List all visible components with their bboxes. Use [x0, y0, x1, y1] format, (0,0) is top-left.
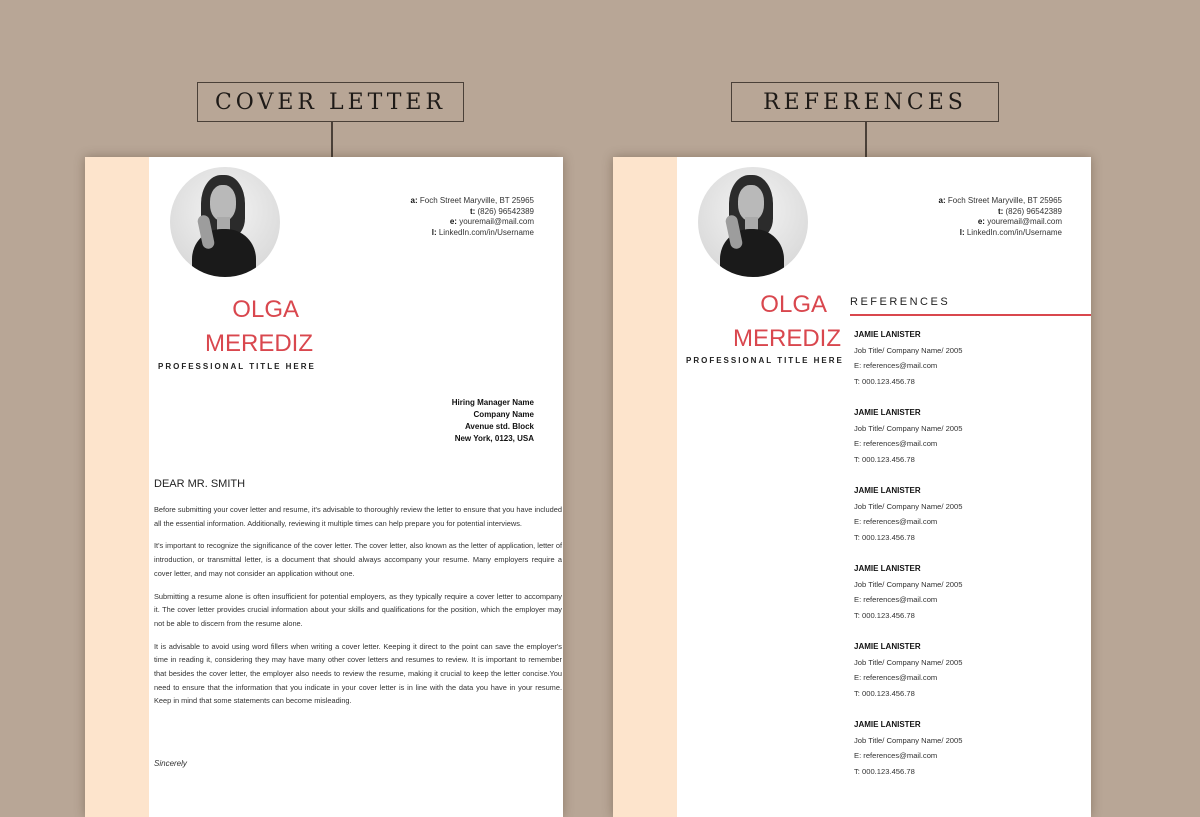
letter-paragraph: It's important to recognize the significance of the cover letter. The cover letter, also known as the letter of application, letter of introduction, or transmittal letter, is a document that should always accompany your resume. Many employers require a cover letter, and may not consider an application without one. — [154, 541, 562, 578]
salutation: DEAR MR. SMITH — [154, 478, 246, 490]
contact-block — [411, 196, 534, 238]
recipient-name: Hiring Manager Name — [451, 398, 534, 407]
cover-letter-label-connector — [331, 122, 333, 157]
contact-address: a: Foch Street Maryville, BT 25965 — [938, 196, 1062, 205]
reference-entry — [854, 327, 1084, 405]
references-list — [854, 327, 1084, 795]
side-stripe — [613, 157, 677, 817]
reference-job: Job Title/ Company Name/ 2005 — [854, 735, 963, 745]
letter-paragraph: It is advisable to avoid using word fillers when writing a cover letter. Keeping it direct to the point can save the employer's time in reading it, considering they may have many other cover letters and resumes to review. It is important to remember that besides the cover letter, the employer also needs to review the resume, making it crucial to keep the letter concise.You need to ensure that the information that you indicate in your cover letter is in line with the data you have in your resume. Keep in mind that some statements can become misleading. — [154, 641, 562, 706]
professional-title: PROFESSIONAL TITLE HERE — [158, 362, 316, 371]
letter-paragraph: Before submitting your cover letter and resume, it's advisable to thoroughly review the letter to ensure that you have included all the essential information. Additionally, reviewing it multiple times can help prepare you for potential interviews. — [154, 505, 562, 528]
professional-title: PROFESSIONAL TITLE HERE — [686, 356, 844, 365]
contact-block — [939, 196, 1062, 238]
cover-letter-page — [85, 157, 563, 817]
reference-phone: T: 000.123.456.78 — [854, 532, 915, 542]
reference-job: Job Title/ Company Name/ 2005 — [854, 501, 963, 511]
recipient-city: New York, 0123, USA — [454, 434, 534, 443]
profile-photo — [698, 167, 808, 277]
reference-phone: T: 000.123.456.78 — [854, 454, 915, 464]
contact-email: e: youremail@mail.com — [449, 217, 534, 226]
side-stripe — [85, 157, 149, 817]
reference-job: Job Title/ Company Name/ 2005 — [854, 345, 963, 355]
reference-name: JAMIE LANISTER — [854, 642, 921, 651]
first-name: OLGA — [232, 296, 299, 323]
reference-email: E: references@mail.com — [854, 595, 938, 604]
recipient-company: Company Name — [473, 410, 534, 419]
reference-job: Job Title/ Company Name/ 2005 — [854, 579, 963, 589]
last-name: MEREDIZ — [205, 330, 313, 357]
reference-job: Job Title/ Company Name/ 2005 — [854, 657, 963, 667]
contact-email: e: youremail@mail.com — [977, 217, 1062, 226]
reference-phone: T: 000.123.456.78 — [854, 766, 915, 776]
contact-linkedin: l: LinkedIn.com/in/Username — [431, 227, 534, 237]
references-page — [613, 157, 1091, 817]
contact-phone: t: (826) 96542389 — [469, 206, 534, 216]
reference-entry — [854, 717, 1084, 795]
reference-phone: T: 000.123.456.78 — [854, 610, 915, 620]
reference-entry — [854, 561, 1084, 639]
letter-body — [154, 503, 562, 717]
recipient-block — [452, 397, 534, 445]
reference-entry — [854, 483, 1084, 561]
contact-address: a: Foch Street Maryville, BT 25965 — [410, 196, 534, 205]
reference-phone: T: 000.123.456.78 — [854, 688, 915, 698]
reference-entry — [854, 405, 1084, 483]
reference-name: JAMIE LANISTER — [854, 408, 921, 417]
last-name: MEREDIZ — [733, 325, 841, 352]
profile-photo — [170, 167, 280, 277]
letter-paragraph: Submitting a resume alone is often insufficient for potential employers, as they typically require a cover letter to accompany it. The cover letter provides crucial information about your skills and qualifications for the position, which the employer may not be able to discern from the resume alone. — [154, 591, 562, 628]
references-label: REFERENCES — [731, 82, 999, 122]
reference-phone: T: 000.123.456.78 — [854, 376, 915, 386]
reference-email: E: references@mail.com — [854, 751, 938, 760]
references-divider — [850, 314, 1091, 316]
contact-phone: t: (826) 96542389 — [997, 206, 1062, 216]
closing: Sincerely — [154, 759, 187, 768]
reference-email: E: references@mail.com — [854, 361, 938, 370]
reference-job: Job Title/ Company Name/ 2005 — [854, 423, 963, 433]
reference-email: E: references@mail.com — [854, 439, 938, 448]
reference-email: E: references@mail.com — [854, 517, 938, 526]
recipient-street: Avenue std. Block — [464, 422, 534, 431]
reference-entry — [854, 639, 1084, 717]
first-name: OLGA — [760, 291, 827, 318]
reference-name: JAMIE LANISTER — [854, 330, 921, 339]
reference-name: JAMIE LANISTER — [854, 486, 921, 495]
reference-name: JAMIE LANISTER — [854, 564, 921, 573]
references-label-connector — [865, 122, 867, 157]
reference-email: E: references@mail.com — [854, 673, 938, 682]
contact-linkedin: l: LinkedIn.com/in/Username — [959, 227, 1062, 237]
reference-name: JAMIE LANISTER — [854, 720, 921, 729]
references-heading: REFERENCES — [850, 296, 951, 308]
cover-letter-label: COVER LETTER — [197, 82, 464, 122]
